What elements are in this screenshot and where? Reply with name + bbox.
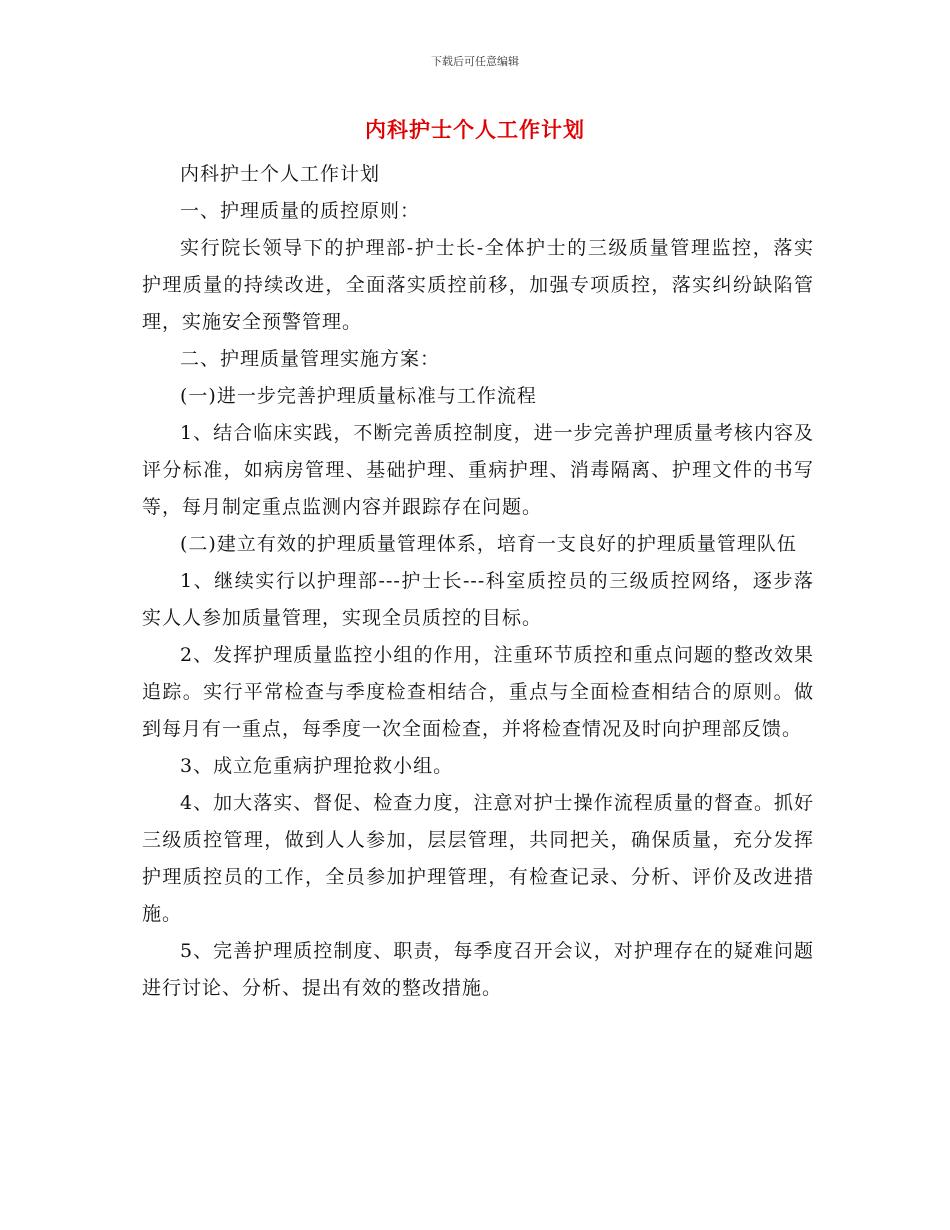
paragraph-heading-1: 一、护理质量的质控原则： (180, 200, 421, 222)
header-note: 下载后可任意编辑 (431, 55, 519, 68)
paragraph: 1、继续实行以护理部---护士长---科室质控员的三级质控网络，逐步落实人人参加质量管理，实现全员质控的目标。 (142, 570, 814, 629)
paragraph-subheading: (二)建立有效的护理质量管理体系，培育一支良好的护理质量管理队伍 (180, 533, 797, 555)
paragraph: 3、成立危重病护理抢救小组。 (180, 755, 454, 777)
document-body (142, 156, 814, 1007)
paragraph-heading-2: 二、护理质量管理实施方案： (180, 348, 441, 370)
paragraph: 2、发挥护理质量监控小组的作用，注重环节质控和重点问题的整改效果追踪。实行平常检查与季度检查相结合，重点与全面检查相结合的原则。做到每月有一重点，每季度一次全面检查，并将检查情况及时向护理部反馈。 (142, 644, 814, 740)
paragraph: 实行院长领导下的护理部-护士长-全体护士的三级质量管理监控，落实护理质量的持续改进，全面落实质控前移，加强专项质控，落实纠纷缺陷管理，实施安全预警管理。 (142, 237, 814, 333)
paragraph: 4、加大落实、督促、检查力度，注意对护士操作流程质量的督查。抓好三级质控管理，做到人人参加，层层管理，共同把关，确保质量，充分发挥护理质控员的工作，全员参加护理管理，有检查记录、分析、评价及改进措施。 (142, 792, 814, 925)
paragraph-subheading: (一)进一步完善护理质量标准与工作流程 (180, 385, 537, 407)
paragraph-subtitle: 内科护士个人工作计划 (180, 163, 381, 185)
paragraph: 1、结合临床实践，不断完善质控制度，进一步完善护理质量考核内容及评分标准，如病房管理、基础护理、重病护理、消毒隔离、护理文件的书写等，每月制定重点监测内容并跟踪存在问题。 (142, 422, 814, 518)
paragraph: 5、完善护理质控制度、职责，每季度召开会议，对护理存在的疑难问题进行讨论、分析、提出有效的整改措施。 (142, 940, 814, 999)
document-title: 内科护士个人工作计划 (365, 118, 585, 142)
